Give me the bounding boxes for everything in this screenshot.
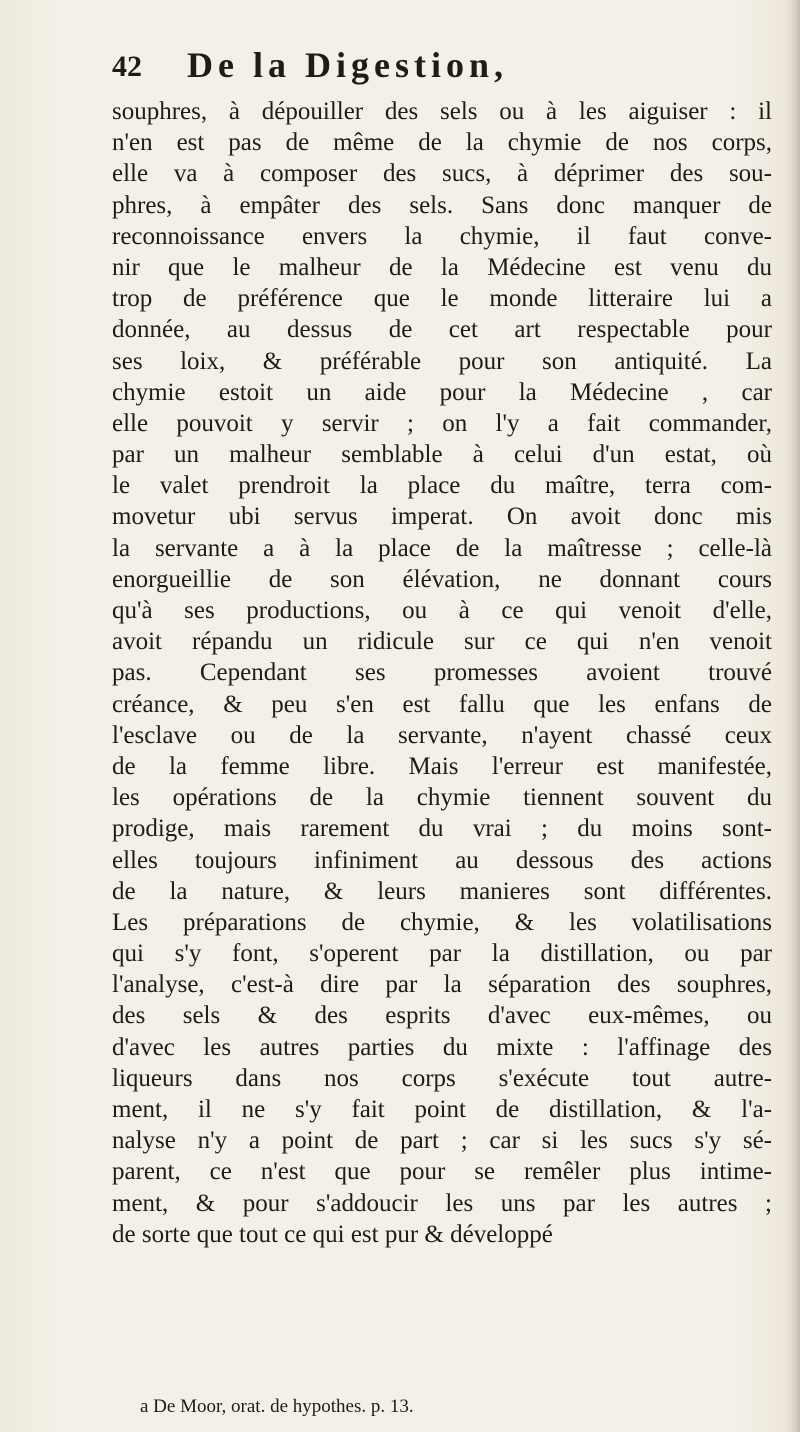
text-line: le valet prendroit la place du maître, terra com-: [112, 472, 772, 500]
text-line: elle va à composer des sucs, à déprimer des sou-: [112, 160, 772, 188]
text-line: de la nature, & leurs manieres sont différentes.: [112, 877, 772, 905]
text-line: pas. Cependant ses promesses avoient trouvé: [112, 659, 772, 687]
text-line: prodige, mais rarement du vrai ; du moins sont-: [112, 815, 772, 843]
text-line: d'avec les autres parties du mixte : l'affinage des: [112, 1033, 772, 1061]
body-text: [112, 96, 772, 1250]
text-line: parent, ce n'est que pour se remêler plus intime-: [112, 1158, 772, 1186]
text-line: donnée, au dessus de cet art respectable pour: [112, 316, 772, 344]
text-line: nir que le malheur de la Médecine est venu du: [112, 253, 772, 281]
text-line: ment, il ne s'y fait point de distillation, & l'a-: [112, 1096, 772, 1123]
text-line: la servante a à la place de la maîtresse ; celle-là: [112, 534, 772, 562]
text-line: ment, & pour s'addoucir les uns par les autres ;: [112, 1189, 772, 1217]
text-line: nalyse n'y a point de part ; car si les sucs s'y sé-: [112, 1127, 772, 1155]
text-line: liqueurs dans nos corps s'exécute tout autre-: [112, 1064, 772, 1092]
text-line: avoit répandu un ridicule sur ce qui n'en venoit: [112, 628, 772, 656]
text-line: enorgueillie de son élévation, ne donnant cours: [112, 565, 772, 593]
page-header: [112, 40, 752, 100]
text-line: l'analyse, c'est-à dire par la séparation des souphres,: [112, 971, 772, 999]
text-line: movetur ubi servus imperat. On avoit donc mis: [112, 503, 772, 531]
text-line: qui s'y font, s'operent par la distillation, ou par: [112, 940, 772, 968]
page-number: 42: [112, 50, 142, 83]
text-line: les opérations de la chymie tiennent souvent du: [112, 784, 772, 812]
text-line: ses loix, & préférable pour son antiquité. La: [112, 347, 772, 375]
text-line: de sorte que tout ce qui est pur & développé: [112, 1220, 553, 1248]
text-line: reconnoissance envers la chymie, il faut conve-: [112, 222, 772, 250]
footnote: a De Moor, orat. de hypothes. p. 13.: [140, 1396, 414, 1417]
text-line: l'esclave ou de la servante, n'ayent chassé ceux: [112, 721, 772, 749]
text-line: de la femme libre. Mais l'erreur est manifestée,: [112, 752, 772, 780]
text-line: chymie estoit un aide pour la Médecine , car: [112, 378, 772, 406]
page-edge-shadow: [786, 0, 800, 1432]
text-line: trop de préférence que le monde litteraire lui a: [112, 285, 772, 313]
text-line: elle pouvoit y servir ; on l'y a fait commander,: [112, 409, 772, 437]
text-line: Les préparations de chymie, & les volatilisations: [112, 908, 772, 936]
text-line: des sels & des esprits d'avec eux-mêmes, ou: [112, 1002, 772, 1030]
text-line: créance, & peu s'en est fallu que les enfans de: [112, 690, 772, 718]
text-line: phres, à empâter des sels. Sans donc manquer de: [112, 191, 772, 219]
running-head: De la Digestion,: [187, 45, 508, 85]
text-line: qu'à ses productions, ou à ce qui venoit d'elle,: [112, 597, 772, 624]
text-line: par un malheur semblable à celui d'un estat, où: [112, 441, 772, 469]
text-line: n'en est pas de même de la chymie de nos corps,: [112, 129, 772, 157]
text-line: elles toujours infiniment au dessous des actions: [112, 846, 772, 874]
text-line: souphres, à dépouiller des sels ou à les aiguiser : il: [112, 98, 772, 125]
